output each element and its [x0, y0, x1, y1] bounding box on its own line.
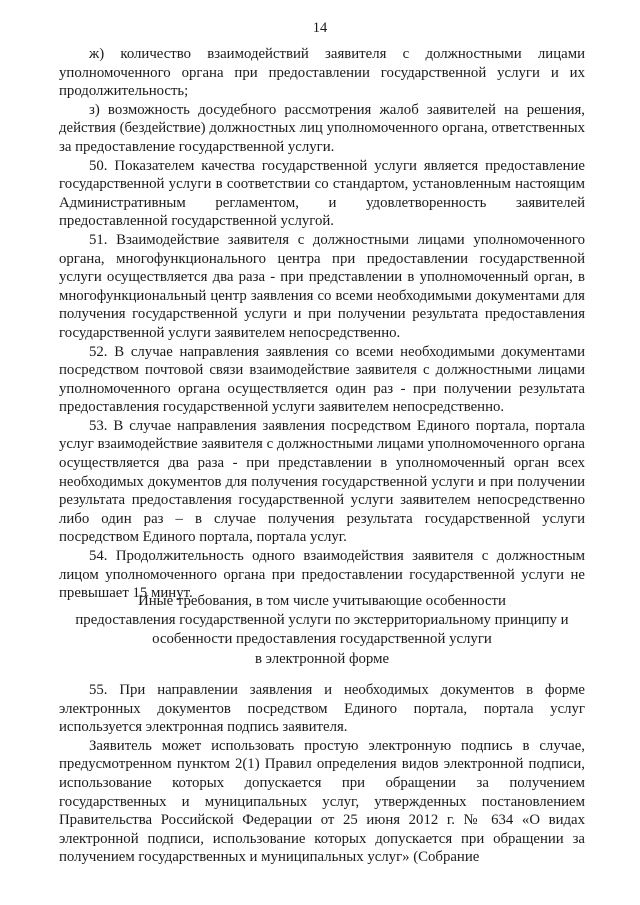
paragraph-54: 54. Продолжительность одного взаимодействия заявителя с должностным лицом уполномоченного органа при предоставлении государственной услуги не превышает 15 минут.: [59, 548, 585, 602]
paragraph-52: 52. В случае направления заявления со всеми необходимыми документами посредством почтовой связи взаимодействие заявителя с должностными лицами уполномоченного органа осуществляется один раз - при получении результата предоставления государственной услуги заявителем непосредственно.: [59, 343, 585, 416]
paragraph-item-z: з) возможность досудебного рассмотрения жалоб заявителей на решения, действия (бездействие) должностных лиц уполномоченного органа, ответственных за предоставление государственной услуги.: [59, 101, 585, 155]
paragraph-simple-signature: Заявитель может использовать простую электронную подпись в случае, предусмотренном пунктом 2(1) Правил определения видов электронной подписи, использование которых допускается при обращении за получением государственных и муниципальных услуг, утвержденных постановлением Правительства Российской Федерации от 25 июня 2012 г. № 634 «О видах электронной подписи, использование которых допускается при обращении за получением государственных и муниципальных услуг» (Собрание: [59, 737, 585, 866]
section-heading-line: особенности предоставления государственной услуги: [152, 631, 492, 648]
section-heading-line: в электронной форме: [254, 650, 390, 667]
paragraph-55: 55. При направлении заявления и необходимых документов в форме электронных документов посредством Единого портала, портала услуг используется электронная подпись заявителя.: [59, 682, 585, 736]
body-text-top: [59, 45, 585, 603]
body-text-bottom: [59, 681, 585, 867]
paragraph-53: 53. В случае направления заявления посредством Единого портала, портала услуг взаимодействие заявителя с должностными лицами уполномоченного органа осуществляется два раза - при представлении в уполномоченный орган всех необходимых документов для получения государственной услуги и при получении результата предоставления государственной услуги заявителем непосредственно либо один раз – в случае получения результата государственной услуги посредством Единого портала, портала услуг.: [59, 417, 585, 546]
section-heading-line: предоставления государственной услуги по экстерриториальному принципу и: [75, 612, 569, 629]
paragraph-51: 51. Взаимодействие заявителя с должностными лицами уполномоченного органа, многофункционального центра при предоставлении государственной услуги осуществляется два раза - при представлении в уполномоченный орган, в многофункциональный центр заявления со всеми необходимыми документами для получения государственной услуги и при получении результата предоставления государственной услуги заявителем непосредственно.: [59, 231, 585, 341]
paragraph-50: 50. Показателем качества государственной услуги является предоставление государственной услуги в соответствии со стандартом, установленным настоящим Административным регламентом, и удовлетворенность заявителей предоставленной государственной услугой.: [59, 157, 585, 230]
section-heading: [59, 592, 585, 669]
paragraph-item-zh: ж) количество взаимодействий заявителя с должностными лицами уполномоченного органа при предоставлении государственной услуги и их продолжительность;: [59, 46, 585, 100]
page-number: 14: [312, 20, 328, 36]
section-heading-line: Иные требования, в том числе учитывающие особенности: [138, 593, 506, 609]
